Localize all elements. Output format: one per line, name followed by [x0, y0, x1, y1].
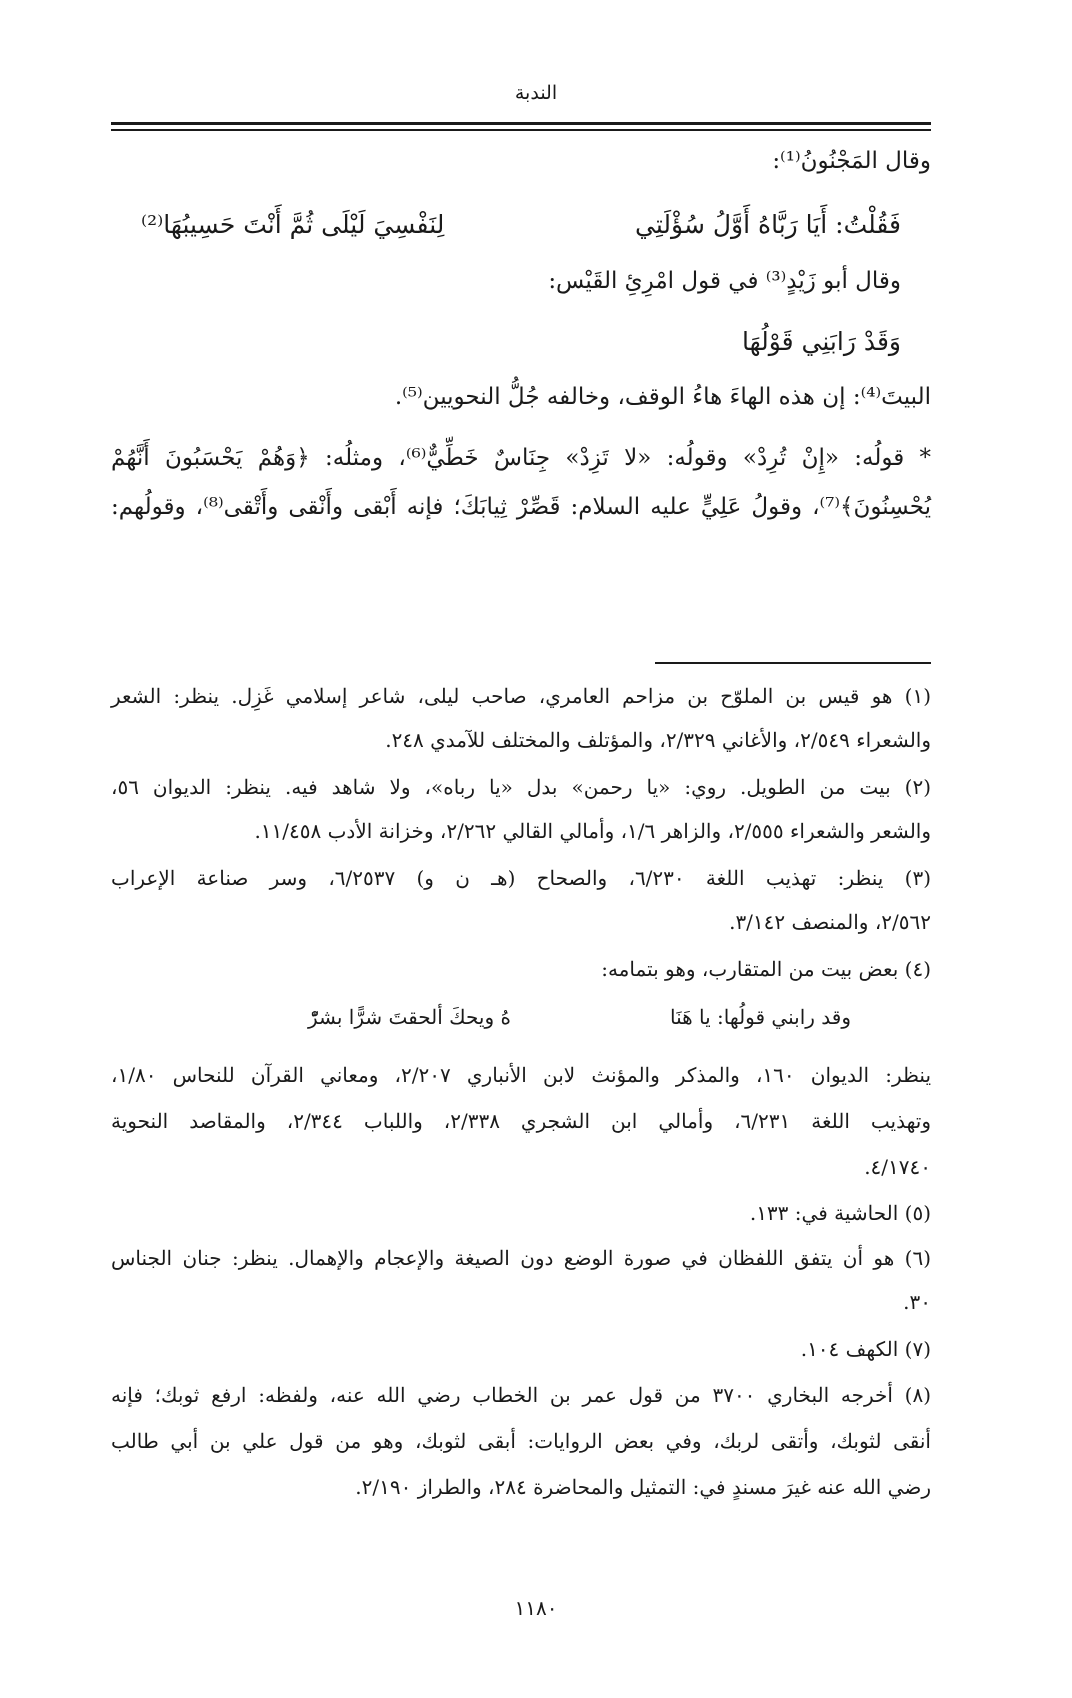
footnote-2-line-2: والشعر والشعراء ٢/٥٥٥، والزاهر ١/٦، وأمالي القالي ٢/٢٦٢، وخزانة الأدب ١١/٤٥٨. — [254, 819, 931, 843]
verse-2-hemistich: وَقَدْ رَابَنِي قَوْلُهَا — [741, 327, 901, 356]
footnote-6-line-1: (٦) هو أن يتفق اللفظان في صورة الوضع دون الصيغة والإعجام والإهمال. ينظر: جنان الجناس — [111, 1246, 931, 1270]
running-head: الندبة — [514, 82, 558, 104]
verse-1-first-hemistich: فَقُلْتُ: أَيَا رَبَّاهُ أَوَّلُ سُؤْلَتِي — [635, 210, 901, 239]
footnote-8-line-2: أنقى لثوبك، وأتقى لربك، وفي بعض الروايات: أبقى لثوبك، وهو من قول علي بن أبي طالب — [111, 1429, 931, 1453]
footnote-1-line-2: والشعراء ٢/٥٤٩، والأغاني ٢/٣٢٩، والمؤتلف والمختلف للآمدي ٢٤٨. — [385, 728, 931, 752]
footnote-4-line-3: ينظر: الديوان ١٦٠، والمذكر والمؤنث لابن الأنباري ٢/٢٠٧، ومعاني القرآن للنحاس ١/٨٠، — [111, 1063, 932, 1087]
footnote-2-line-1: (٢) بيت من الطويل. روي: «يا رحمن» بدل «يا رباه»، ولا شاهد فيه. ينظر: الديوان ٥٦، — [111, 775, 932, 799]
page-number: ١١٨٠ — [514, 1596, 558, 1620]
footnotes — [111, 0, 931, 1600]
comment-line: البيتَ⁽⁴⁾: إن هذه الهاءَ هاءُ الوقف، وخالفه جُلُّ النحويين⁽⁵⁾. — [394, 384, 931, 410]
footnote-3-line-2: ٢/٥٦٢، والمنصف ٣/١٤٢. — [729, 910, 931, 934]
footnote-8-line-1: (٨) أخرجه البخاري ٣٧٠٠ من قول عمر بن الخطاب رضي الله عنه، ولفظه: ارفع ثوبك؛ فإنه — [111, 1383, 931, 1407]
footnote-8-line-3: رضي الله عنه غيرَ مسندٍ في: التمثيل والمحاضرة ٢٨٤، والطراز ٢/١٩٠. — [355, 1475, 931, 1499]
intro-majnun: وقال المَجْنُونُ⁽¹⁾: — [772, 148, 931, 174]
footnote-3-line-1: (٣) ينظر: تهذيب اللغة ٦/٢٣٠، والصحاح (هـ ن و) ٦/٢٥٣٧، وسر صناعة الإعراب — [111, 866, 931, 890]
paragraph-line-2: يُحْسِنُونَ﴾⁽⁷⁾، وقولُ عَلِيٍّ عليه السلام: قَصِّرْ ثِيابَكَ؛ فإنه أَبْقى وأَنْقى وأَتْقى⁽⁸⁾، وقولُهم: — [111, 494, 931, 520]
paragraph-line-1: * قولُه: «إِنْ تُرِدْ» وقولُه: «لا تَزِدْ» جِنَاسٌ خَطِّيٌّ⁽⁶⁾، ومثلُه: ﴿وَهُمْ يَحْسَبُونَ أَنَّهُمْ — [111, 445, 931, 471]
footnote-4-line-1: (٤) بعض بيت من المتقارب، وهو بتمامه: — [601, 957, 931, 981]
footnote-5-line-1: (٥) الحاشية في: ١٣٣. — [749, 1201, 931, 1225]
footnote-1-line-1: (١) هو قيس بن الملوّح بن مزاحم العامري، صاحب ليلى، شاعر إسلامي غَزِل. ينظر: الشعر — [111, 684, 931, 708]
footnote-4-verse-second: هُ ويحكَ ألحقتَ شرًّا بشرّْ — [307, 1005, 511, 1029]
footnote-6-line-2: ٣٠. — [903, 1290, 931, 1314]
footnote-7-line-1: (٧) الكهف ١٠٤. — [800, 1337, 931, 1361]
footnote-4-line-4: وتهذيب اللغة ٦/٢٣١، وأمالي ابن الشجري ٢/٣٣٨، واللباب ٢/٣٤٤، والمقاصد النحوية — [111, 1109, 932, 1133]
verse-1-second-hemistich: لِنَفْسِيَ لَيْلَى ثُمَّ أَنْتَ حَسِيبُهَا⁽²⁾ — [141, 210, 445, 239]
footnote-4-verse-first: وقد رابني قولُها: يا هَنَا — [669, 1005, 851, 1029]
intro-abu-zayd: وقال أبو زَيْدٍ⁽³⁾ في قول امْرِئِ القَيْس: — [548, 268, 901, 294]
footnote-4-line-5: ٤/١٧٤٠. — [864, 1155, 931, 1179]
